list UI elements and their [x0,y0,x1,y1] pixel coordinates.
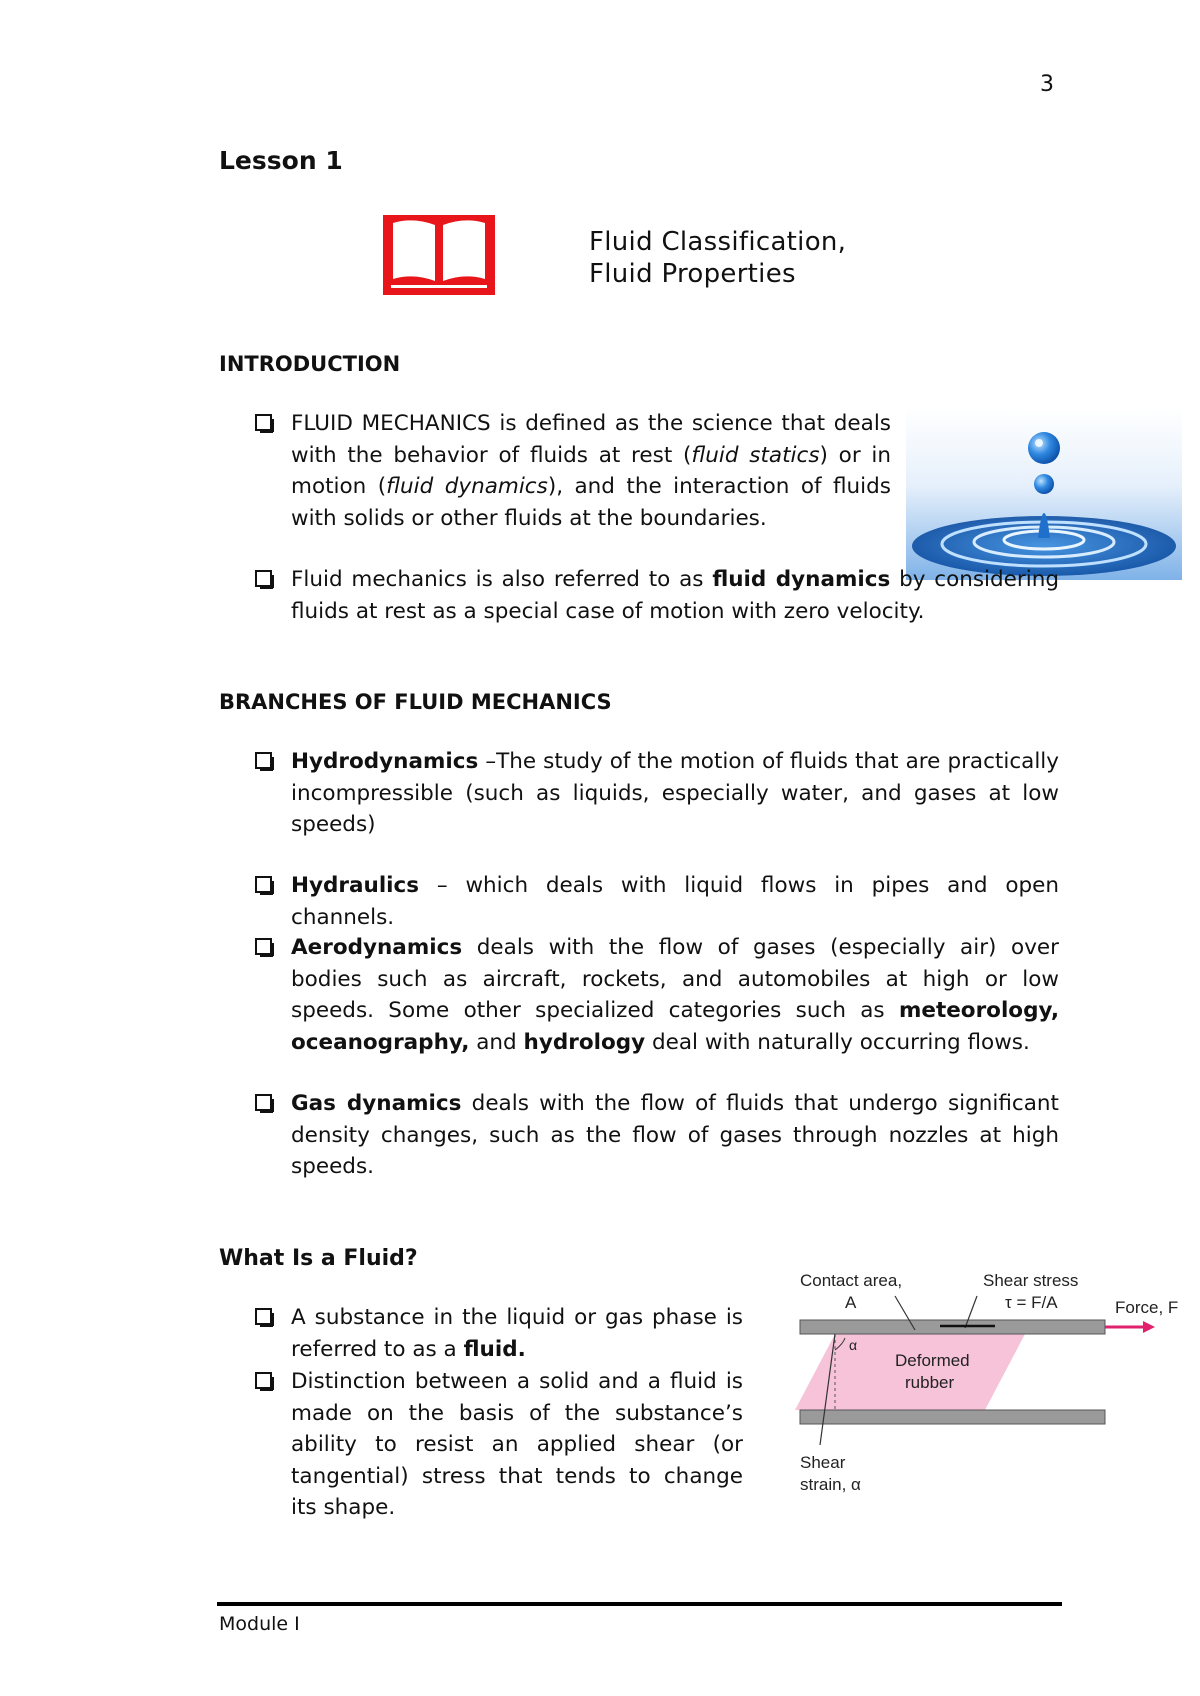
contact-area-symbol: A [845,1293,857,1312]
introduction-heading: INTRODUCTION [219,352,401,376]
branch-gas-dynamics: Gas dynamics deals with the flow of fluids that undergo significant density changes, such as the flow of gases through nozzles at high speeds. [291,1088,1059,1183]
checkbox-bullet-icon [255,1094,272,1111]
water-droplet-image [906,408,1182,580]
shear-stress-label: Shear stress [983,1271,1079,1290]
branch-aerodynamics: Aerodynamics deals with the flow of gases (especially air) over bodies such as aircraft, rockets, and automobiles at high or low speeds. Some other specialized categories such as meteorology, oceanography, and hydrology deal with naturally occurring flows. [291,932,1059,1058]
alpha-symbol: α [849,1337,858,1353]
lesson-topics [589,226,846,290]
branches-heading: BRANCHES OF FLUID MECHANICS [219,690,612,714]
branch-hydraulics: Hydraulics – which deals with liquid flows in pipes and open channels. [291,870,1059,933]
force-label: Force, F [1115,1298,1179,1317]
shear-strain-label-2: strain, α [800,1475,861,1494]
lesson-topic-2: Fluid Properties [589,259,796,289]
checkbox-bullet-icon [255,570,272,587]
checkbox-bullet-icon [255,414,272,431]
deformed-rubber-label-2: rubber [905,1373,955,1392]
page-number: 3 [1040,72,1054,97]
deformed-rubber-label-1: Deformed [895,1351,970,1370]
contact-area-label: Contact area, [800,1271,903,1290]
fluid-bullet-2: Distinction between a solid and a fluid is made on the basis of the substance’s ability to resist an applied shear (or tangential) stress that tends to change its shape. [291,1366,743,1524]
checkbox-bullet-icon [255,876,272,893]
shear-strain-label-1: Shear [800,1453,846,1472]
what-is-fluid-heading: What Is a Fluid? [219,1246,418,1271]
shear-stress-formula: τ = F/A [1005,1293,1058,1312]
shear-stress-diagram [795,1270,1195,1500]
footer-label: Module I [219,1613,300,1635]
bottom-plate [800,1410,1105,1424]
book-icon [383,215,495,295]
intro-bullet-2: Fluid mechanics is also referred to as fluid dynamics by considering fluids at rest as a special case of motion with zero velocity. [291,564,1059,627]
checkbox-bullet-icon [255,1372,272,1389]
footer-rule [217,1602,1062,1606]
branch-hydrodynamics: Hydrodynamics –The study of the motion of fluids that are practically incompressible (such as liquids, especially water, and gases at low speeds) [291,746,1059,841]
force-arrow-head [1143,1321,1155,1333]
intro-bullet-1: FLUID MECHANICS is defined as the science that deals with the behavior of fluids at rest (fluid statics) or in motion (fluid dynamics), and the interaction of fluids with solids or other fluids at the boundaries. [291,408,891,534]
lesson-topic-1: Fluid Classification, [589,227,847,257]
checkbox-bullet-icon [255,752,272,769]
checkbox-bullet-icon [255,938,272,955]
fluid-bullet-1: A substance in the liquid or gas phase is referred to as a fluid. [291,1302,743,1365]
checkbox-bullet-icon [255,1308,272,1325]
lesson-title: Lesson 1 [219,146,343,175]
